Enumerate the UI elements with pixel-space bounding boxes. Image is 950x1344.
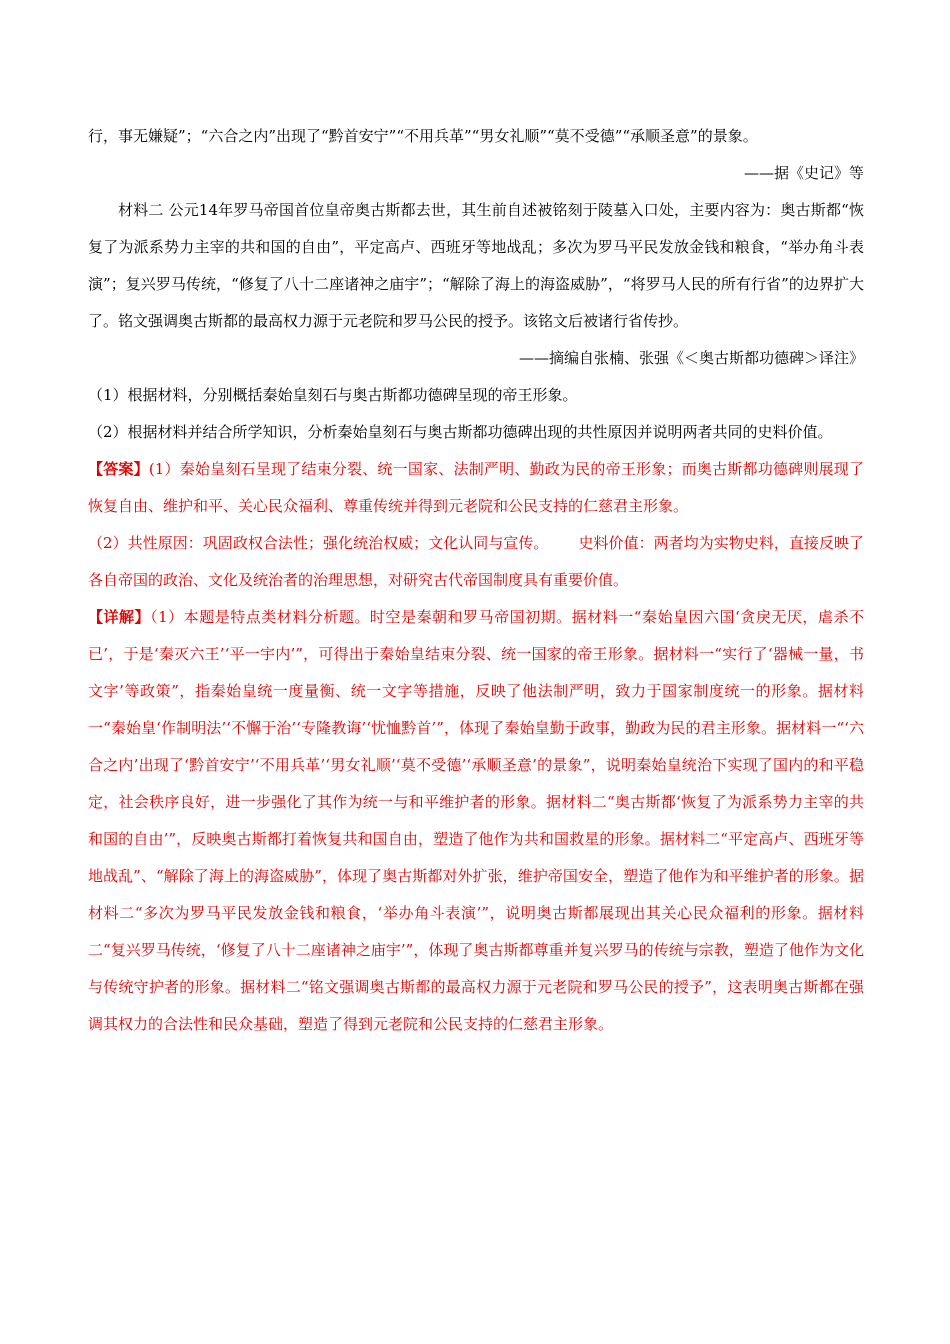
answer-part2-reasons: （2）共性原因：巩固政权合法性；强化统治权威；文化认同与宣传。: [88, 534, 549, 552]
answer-tag: 【答案】: [88, 460, 149, 478]
detail-paragraph: [88, 599, 864, 1043]
detail-tag: 【详解】: [88, 608, 151, 626]
detail-text: （1）本题是特点类材料分析题。时空是秦朝和罗马帝国初期。据材料一“秦始皇因六国‘贪戾无厌，虐杀不已’，于是‘秦灭六王’‘平一宇内’”，可得出于秦始皇结束分裂、统一国家的帝王形象。据材料一“实行了‘器械一量，书文字’等政策”，指秦始皇统一度量衡、统一文字等措施，反映了他法制严明，致力于国家制度统一的形象。据材料一“秦始皇‘作制明法’‘不懈于治’‘专隆教诲’‘忧恤黔首’”，体现了秦始皇勤于政事，勤政为民的君主形象。据材料一“‘六合之内’出现了‘黔首安宁’‘不用兵革’‘男女礼顺’‘莫不受德’‘承顺圣意’的景象”，说明秦始皇统治下实现了国内的和平稳定，社会秩序良好，进一步强化了其作为统一与和平维护者的形象。据材料二“奥古斯都‘恢复了为派系势力主宰的共和国的自由’”，反映奥古斯都打着恢复共和国自由，塑造了他作为共和国救星的形象。据材料二“平定高卢、西班牙等地战乱”、“解除了海上的海盗威胁”，体现了奥古斯都对外扩张，维护帝国安全，塑造了他作为和平维护者的形象。据材料二“多次为罗马平民发放金钱和粮食，‘举办角斗表演’”，说明奥古斯都展现出其关心民众福利的形象。据材料二“复兴罗马传统，‘修复了八十二座诸神之庙宇’”，体现了奥古斯都尊重并复兴罗马的传统与宗教，塑造了他作为文化与传统守护者的形象。据材料二“铭文强调奥古斯都的最高权力源于元老院和罗马公民的授予”，这表明奥古斯都在强调其权力的合法性和民众基础，塑造了得到元老院和公民支持的仁慈君主形象。: [88, 608, 864, 1033]
question-2: （2）根据材料并结合所学知识，分析秦始皇刻石与奥古斯都功德碑出现的共性原因并说明两者共同的史料价值。: [88, 423, 833, 441]
material2-paragraph: 材料二 公元14年罗马帝国首位皇帝奥古斯都去世，其生前自述被铭刻于陵墓入口处，主要内容为：奥古斯都“恢复了为派系势力主宰的共和国的自由”，平定高卢、西班牙等地战乱；多次为罗马平民发放金钱和粮食，“举办角斗表演”；复兴罗马传统，“修复了八十二座诸神之庙宇”；“解除了海上的海盗威胁”，“将罗马人民的所有行省”的边界扩大了。铭文强调奥古斯都的最高权力源于元老院和罗马公民的授予。该铭文后被诸行省传抄。: [88, 201, 864, 330]
answer-part1: [88, 451, 864, 525]
material1-tail: 行，事无嫌疑”；“六合之内”出现了“黔首安宁”“不用兵革”“男女礼顺”“莫不受德”“承顺圣意”的景象。: [88, 127, 758, 145]
answer-part1-text: (1）秦始皇刻石呈现了结束分裂、统一国家、法制严明、勤政为民的帝王形象；而奥古斯都功德碑则展现了恢复自由、维护和平、关心民众福利、尊重传统并得到元老院和公民支持的仁慈君主形象。: [88, 460, 864, 515]
material1-source: ——据《史记》等: [743, 164, 864, 182]
answer-part2-value: 史料价值：两者均为实物史料，直接反映了各自帝国的政治、文化及统治者的治理思想，对研究古代帝国制度具有重要价值。: [88, 534, 865, 589]
material2-source: ——摘编自张楠、张强《＜奥古斯都功德碑＞译注》: [518, 349, 864, 367]
answer-part2: [88, 525, 864, 599]
question-1: （1）根据材料，分别概括秦始皇刻石与奥古斯都功德碑呈现的帝王形象。: [88, 386, 578, 404]
document-page: [88, 118, 864, 1043]
